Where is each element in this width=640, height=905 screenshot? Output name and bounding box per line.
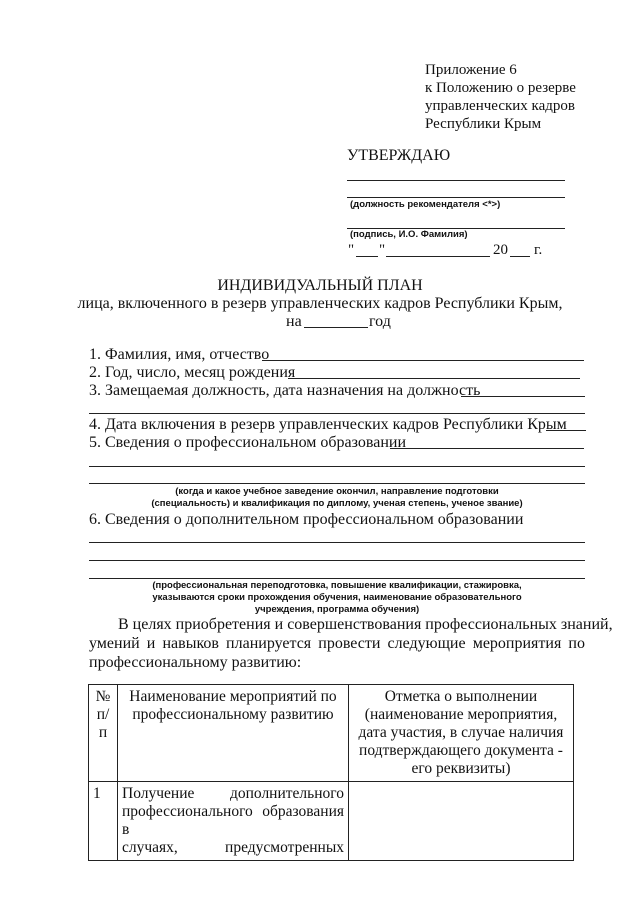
appendix-line-2: к Положению о резерве	[425, 80, 576, 96]
field-3-line	[461, 396, 585, 397]
field-5-caption-2: (специальность) и квалификация по диплому, ученая степень, ученое звание)	[151, 498, 523, 509]
date-month-line	[386, 256, 490, 257]
plan-subtitle: лица, включенного в резерв управленческих кадров Республики Крым,	[77, 295, 563, 312]
row-1-name-line-1: Получение дополнительного	[122, 785, 344, 802]
plan-year-prefix: на	[286, 313, 302, 330]
field-6-line-2	[89, 560, 585, 561]
header-num: № п/п	[89, 685, 118, 782]
field-6-caption-2: указываются сроки прохождения обучения, наименование образовательного	[152, 592, 522, 603]
field-5-caption-1: (когда и какое учебное заведение окончил, направление подготовки	[175, 486, 499, 497]
field-1-label: 1. Фамилия, имя, отчество	[89, 346, 270, 363]
table-header-row	[89, 685, 574, 782]
plan-year-suffix: год	[369, 313, 391, 330]
intro-line-3: профессиональному развитию:	[89, 654, 302, 671]
approval-blank-line-1	[347, 180, 565, 181]
field-5-line-2	[89, 466, 585, 467]
field-6-label: 6. Сведения о дополнительном профессиональном образовании	[89, 511, 524, 528]
date-day-line	[356, 256, 378, 257]
header-name: Наименование мероприятий по профессиональному развитию	[118, 685, 349, 782]
field-3-label: 3. Замещаемая должность, дата назначения на должность	[89, 382, 481, 399]
row-1-name-line-3: случаях, предусмотренных	[122, 839, 344, 856]
date-year-prefix: 20	[493, 242, 508, 258]
field-4-label: 4. Дата включения в резерв управленческих кадров Республики Крым	[89, 416, 567, 433]
intro-line-2: умений и навыков планируется провести следующие мероприятия по	[89, 635, 585, 652]
position-caption: (должность рекомендателя <*>)	[350, 199, 501, 210]
appendix-line-3: управленческих кадров	[425, 98, 575, 114]
date-year-suffix: г.	[534, 242, 543, 258]
field-1-line	[262, 360, 584, 361]
date-quote-open: "	[348, 242, 355, 258]
field-4-line	[546, 430, 586, 431]
field-6-line-3	[89, 578, 585, 579]
field-3-line-2	[89, 413, 585, 414]
plan-year-line	[304, 327, 368, 328]
table-row	[89, 782, 574, 861]
field-6-caption-3: учреждения, программа обучения)	[254, 604, 420, 615]
appendix-line-4: Республики Крым	[425, 116, 542, 132]
approval-title: УТВЕРЖДАЮ	[347, 147, 451, 164]
header-mark: Отметка о выполнении (наименование мероприятия, дата участия, в случае наличия подтверждающего документа - его реквизиты)	[349, 685, 574, 782]
signature-caption: (подпись, И.О. Фамилия)	[350, 229, 468, 240]
field-6-caption-1: (профессиональная переподготовка, повышение квалификации, стажировка,	[152, 580, 522, 591]
field-6-line-1	[89, 542, 585, 543]
field-5-line	[390, 448, 584, 449]
appendix-line-1: Приложение 6	[425, 62, 517, 78]
field-2-label: 2. Год, число, месяц рождения	[89, 364, 296, 381]
approval-blank-line-2	[347, 197, 565, 198]
field-5-line-3	[89, 483, 585, 484]
date-quote-close: "	[379, 242, 386, 258]
intro-line-1: В целях приобретения и совершенствования профессиональных знаний,	[118, 616, 613, 633]
plan-title: ИНДИВИДУАЛЬНЫЙ ПЛАН	[217, 277, 423, 294]
date-year-line	[510, 256, 530, 257]
row-1-name	[118, 782, 349, 861]
row-1-name-line-2: профессионального образования в	[122, 803, 344, 838]
row-1-mark	[349, 782, 574, 861]
development-plan-table	[88, 684, 574, 861]
field-2-line	[288, 378, 580, 379]
row-1-num: 1	[89, 782, 118, 861]
field-5-label: 5. Сведения о профессиональном образовании	[89, 434, 407, 451]
